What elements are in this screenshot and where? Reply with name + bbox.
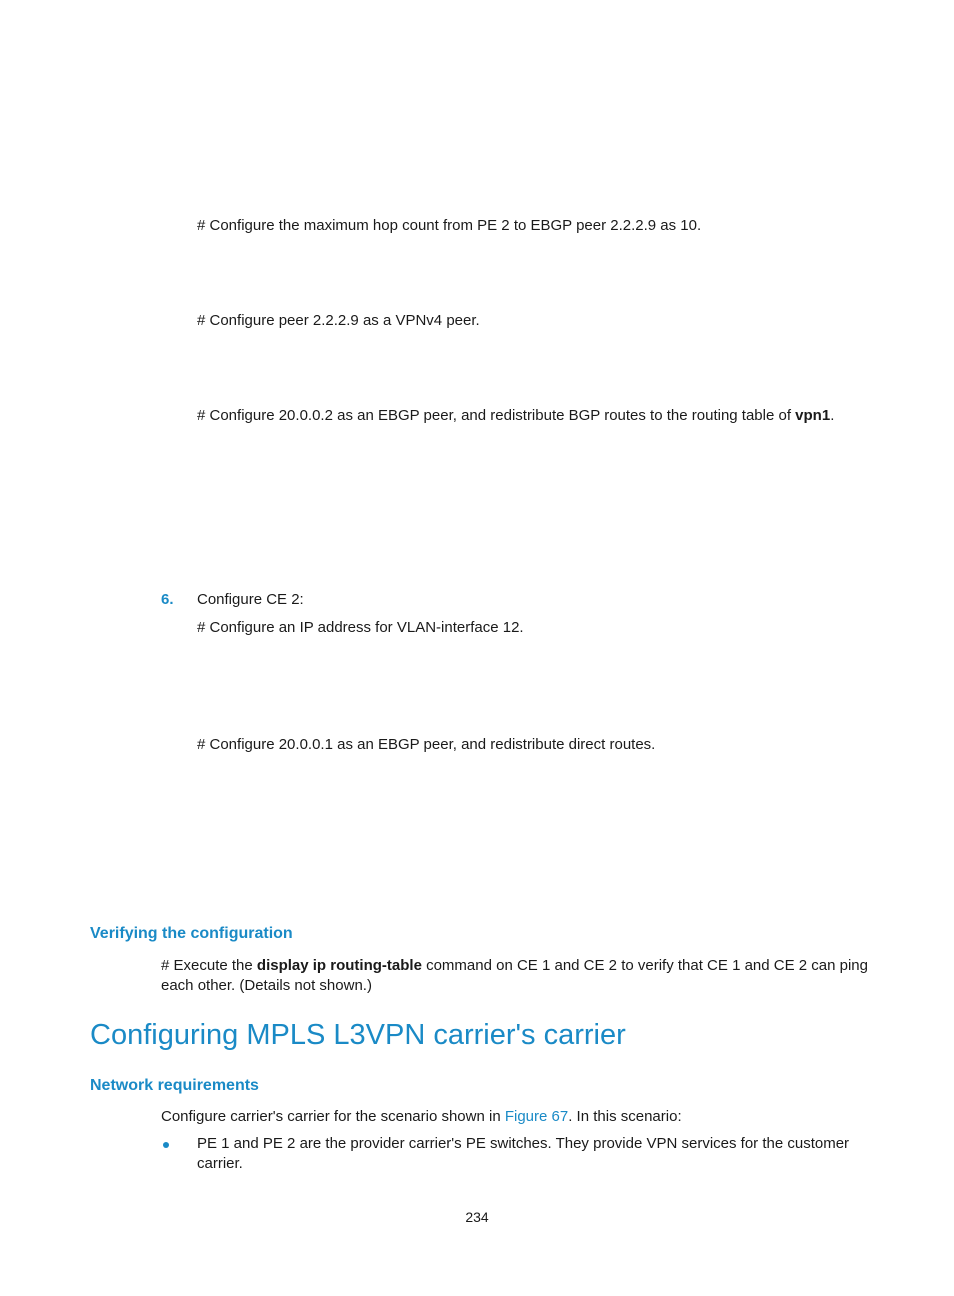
intro-text-suffix: . In this scenario: — [568, 1108, 682, 1125]
pe2-ebgp-peer-step — [197, 406, 834, 426]
verifying-heading: Verifying the configuration — [90, 925, 293, 942]
verifying-text-suffix: command on CE 1 and CE 2 to verify that CE 1 and CE 2 can ping each other. (Details not shown.) — [161, 957, 868, 994]
pe2-hop-count-step: # Configure the maximum hop count from PE 2 to EBGP peer 2.2.2.9 as 10. — [197, 217, 702, 234]
display-command: display ip routing-table — [256, 957, 422, 974]
section-title: Configuring MPLS L3VPN carrier's carrier — [90, 1019, 626, 1051]
bullet-item-pe-switches: PE 1 and PE 2 are the provider carrier's PE switches. They provide VPN services for the customer carrier. — [197, 1135, 850, 1172]
step-6-title: Configure CE 2: — [197, 591, 304, 608]
page-number: 234 — [465, 1209, 489, 1225]
step-number-6: 6. — [161, 591, 174, 608]
pe2-vpnv4-peer-step: # Configure peer 2.2.2.9 as a VPNv4 peer. — [197, 312, 480, 329]
network-requirements-intro — [161, 1107, 682, 1127]
ce2-ebgp-peer-step: # Configure 20.0.0.1 as an EBGP peer, and redistribute direct routes. — [197, 736, 656, 753]
vpn-instance-name: vpn1 — [795, 407, 831, 424]
figure-67-link[interactable]: Figure 67 — [504, 1108, 569, 1125]
pe2-ebgp-peer-text: # Configure 20.0.0.2 as an EBGP peer, and redistribute BGP routes to the routing table of — [197, 407, 796, 424]
intro-text-prefix: Configure carrier's carrier for the scenario shown in — [161, 1108, 505, 1125]
verifying-text-prefix: # Execute the — [161, 957, 257, 974]
pe2-ebgp-peer-suffix: . — [830, 407, 835, 424]
bullet-icon — [163, 1142, 169, 1148]
verifying-paragraph — [161, 956, 871, 996]
network-requirements-heading: Network requirements — [90, 1077, 259, 1094]
ce2-ip-address-step: # Configure an IP address for VLAN-interface 12. — [197, 619, 524, 636]
